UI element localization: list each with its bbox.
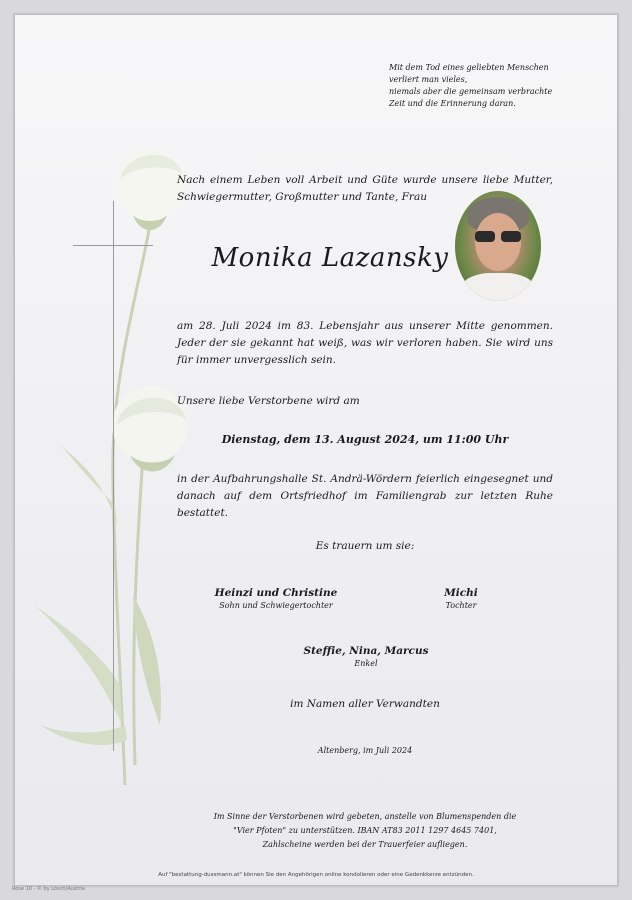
passing-text: am 28. Juli 2024 im 83. Lebensjahr aus unserer Mitte genommen. Jeder der sie gekannt hat weiß, was wir verloren haben. Sie wird uns für immer unvergesslich sein. (177, 320, 553, 366)
memorial-quote (389, 62, 589, 110)
mourner-relation: Tochter (445, 601, 477, 610)
quote-line: verliert man vieles, (389, 75, 468, 84)
obituary-card (14, 14, 618, 886)
announcement-text: Unsere liebe Verstorbene wird am (177, 395, 360, 407)
deceased-name: Monika Lazansky (211, 243, 449, 273)
mourner-relation: Enkel (354, 659, 378, 668)
footer-condolence-text: Auf "bestattung-dussmann.at" können Sie den Angehörigen online kondolieren oder eine Gedenkkerze entzünden. (158, 872, 474, 878)
mourner-entry (201, 587, 351, 610)
intro-text: Nach einem Leben voll Arbeit und Güte wurde unsere liebe Mutter, Schwiegermutter, Großmutter und Tante, Frau (177, 174, 553, 203)
location-text: in der Aufbahrungshalle St. Andrä-Wördern feierlich eingesegnet und danach auf dem Ortsfriedhof im Familiengrab zur letzten Ruhe bestattet. (177, 473, 553, 519)
donation-note (177, 810, 553, 852)
donation-line: Zahlscheine werden bei der Trauerfeier aufliegen. (262, 840, 468, 849)
image-credit: Rose 10 - © by Lösch/Austria (12, 886, 85, 892)
mourner-name: Michi (444, 587, 478, 599)
quote-line: Mit dem Tod eines geliebten Menschen (389, 63, 549, 72)
cross-vertical (113, 201, 114, 751)
place-date: Altenberg, im Juli 2024 (317, 746, 413, 755)
portrait-photo (455, 191, 541, 301)
quote-line: niemals aber die gemeinsam verbrachte (389, 87, 553, 96)
rose-illustration (25, 125, 195, 825)
mourner-relation: Sohn und Schwiegertochter (219, 601, 333, 610)
funeral-date: Dienstag, dem 13. August 2024, um 11:00 Uhr (221, 433, 509, 446)
quote-line: Zeit und die Erinnerung daran. (389, 99, 516, 108)
cross-horizontal (73, 245, 153, 246)
mourner-entry (281, 645, 451, 668)
mourning-heading: Es trauern um sie: (315, 540, 415, 552)
donation-line: Im Sinne der Verstorbenen wird gebeten, anstelle von Blumenspenden die (213, 812, 517, 821)
donation-line: "Vier Pfoten" zu unterstützen. IBAN AT83 2011 1297 4645 7401, (233, 826, 497, 835)
relatives-text: im Namen aller Verwandten (290, 698, 440, 710)
mourner-name: Heinzi und Christine (214, 587, 338, 599)
mourner-name: Steffie, Nina, Marcus (303, 645, 429, 657)
mourner-entry (411, 587, 511, 610)
